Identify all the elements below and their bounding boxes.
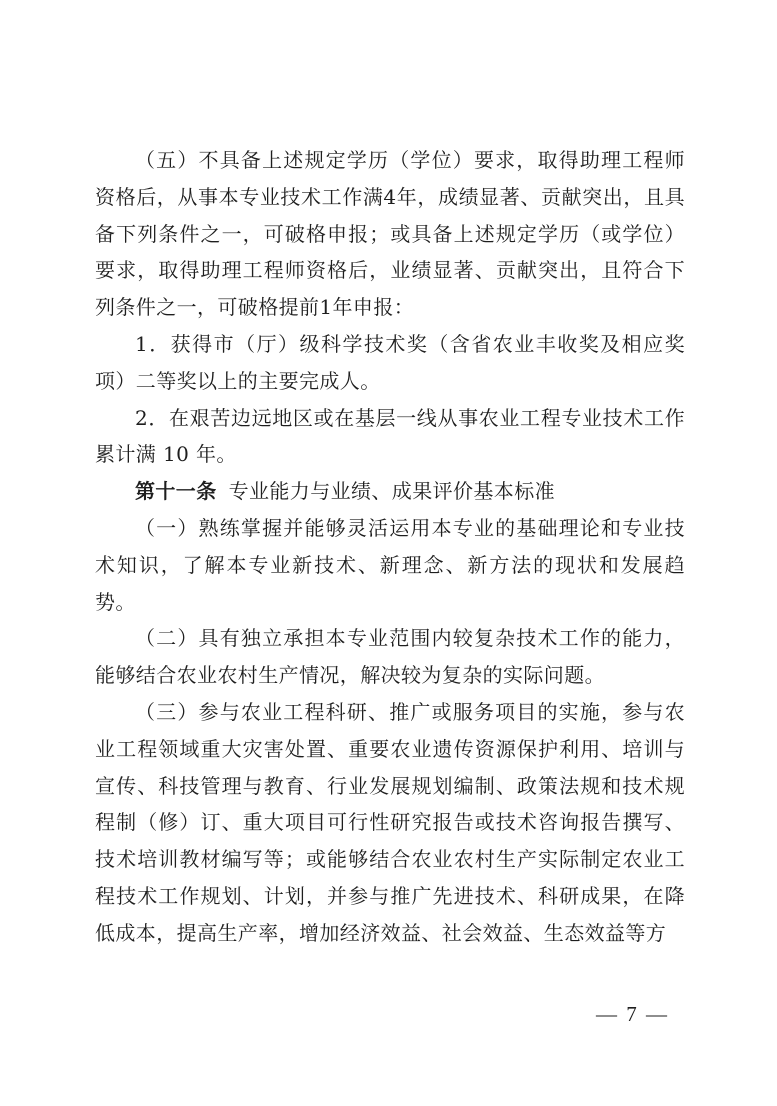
paragraph-text: （三）参与农业工程科研、推广或服务项目的实施，参与农业工程领域重大灾害处置、重要农业遗传资源保护利用、培训与宣传、科技管理与教育、行业发展规划编制、政策法规和技术规程制（修）订、重大项目可行性研究报告或技术咨询报告撰写、技术培训教材编写等；或能够结合农业农村生产实际制定农业工程技术工作规划、计划，并参与推广先进技术、科研成果，在降低成本，提高生产率，增加经济效益、社会效益、生态效益等方 <box>95 699 685 945</box>
page-number: — 7 — <box>596 1002 669 1026</box>
paragraph-exception-conditions <box>95 142 685 326</box>
paragraph-text: 1．获得市（厅）级科学技术奖（含省农业丰收奖及相应奖项）二等奖以上的主要完成人。 <box>95 331 685 393</box>
paragraph-standard-3 <box>95 694 685 952</box>
article-title: 专业能力与业绩、成果评价基本标准 <box>228 479 556 504</box>
paragraph-text: （二）具有独立承担本专业范围内较复杂技术工作的能力，能够结合农业农村生产情况，解决较为复杂的实际问题。 <box>95 626 685 688</box>
paragraph-standard-1 <box>95 510 685 620</box>
document-body <box>95 142 685 952</box>
paragraph-text: （五）不具备上述规定学历（学位）要求，取得助理工程师资格后，从事本专业技术工作满4年，成绩显著、贡献突出，且具备下列条件之一，可破格申报；或具备上述规定学历（或学位）要求，取得助理工程师资格后，业绩显著、贡献突出，且符合下列条件之一，可破格提前1年申报： <box>95 148 685 320</box>
paragraph-condition-1 <box>95 326 685 400</box>
paragraph-standard-2 <box>95 620 685 694</box>
article-heading: 第十一条 <box>135 479 217 504</box>
article-eleven <box>95 473 685 510</box>
paragraph-text: 2．在艰苦边远地区或在基层一线从事农业工程专业技术工作累计满 10 年。 <box>95 405 685 467</box>
paragraph-text: （一）熟练掌握并能够灵活运用本专业的基础理论和专业技术知识，了解本专业新技术、新理念、新方法的现状和发展趋势。 <box>95 515 685 614</box>
paragraph-condition-2 <box>95 400 685 474</box>
